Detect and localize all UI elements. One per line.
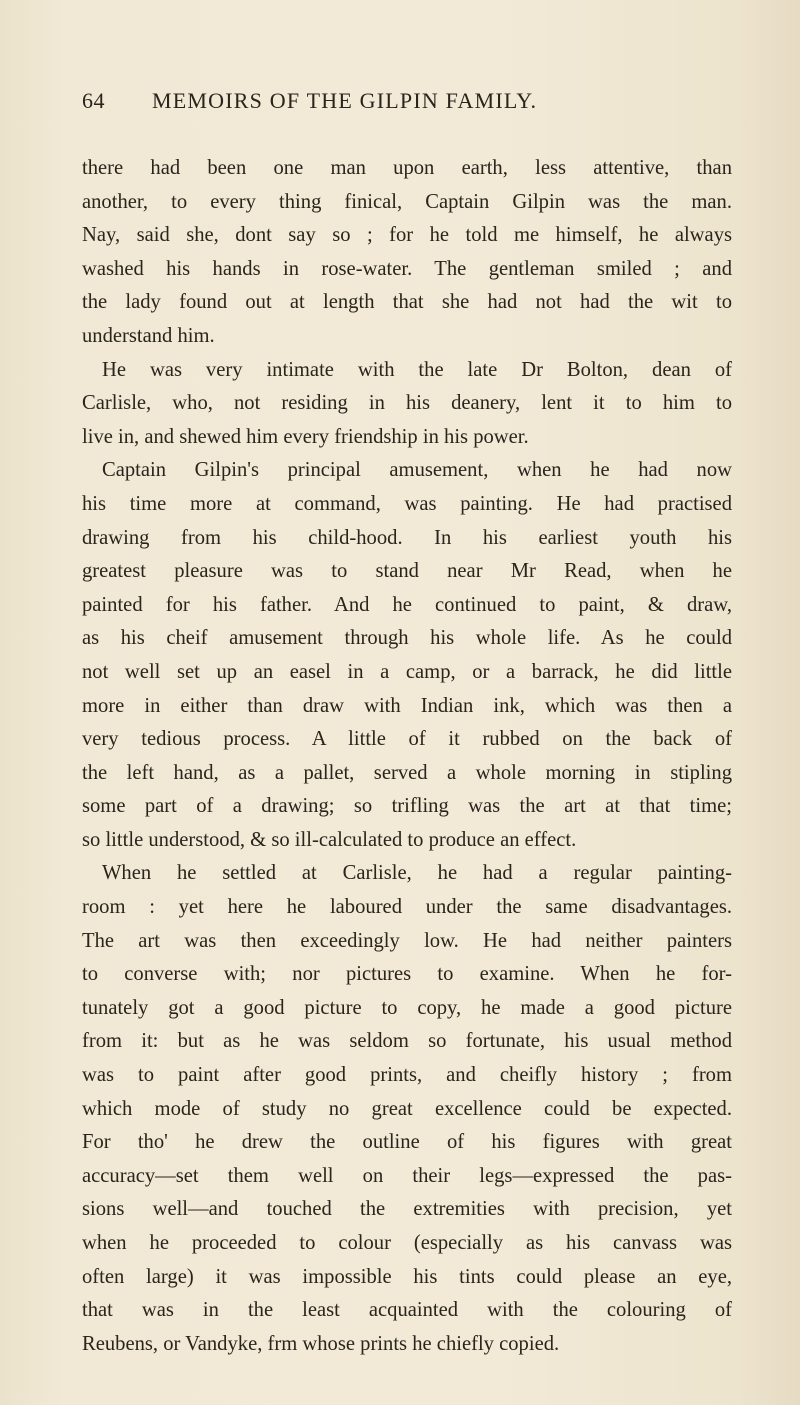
text-line: understand him.	[82, 324, 215, 347]
page-number: 64	[82, 88, 105, 113]
text-line: painted for his father. And he continued to paint, & draw,	[82, 593, 732, 616]
text-line: very tedious process. A little of it rubbed on the back of	[82, 728, 732, 751]
text-line: the lady found out at length that she had not had the wit to	[82, 291, 732, 314]
text-line: to converse with; nor pictures to examine. When he for-	[82, 963, 732, 986]
text-line: greatest pleasure was to stand near Mr Read, when he	[82, 560, 732, 583]
text-line: there had been one man upon earth, less attentive, than	[82, 157, 732, 179]
text-line: The art was then exceedingly low. He had neither painters	[82, 929, 732, 952]
body-text	[82, 152, 732, 1361]
text-line: Carlisle, who, not residing in his deanery, lent it to him to	[82, 392, 732, 415]
text-line: Nay, said she, dont say so ; for he told me himself, he always	[82, 224, 732, 247]
text-line: more in either than draw with Indian ink, which was then a	[82, 694, 732, 717]
text-line: tunately got a good picture to copy, he made a good picture	[82, 996, 732, 1019]
text-line: accuracy—set them well on their legs—expressed the pas-	[82, 1164, 732, 1187]
text-line: from it: but as he was seldom so fortunate, his usual method	[82, 1030, 732, 1053]
text-line: which mode of study no great excellence could be expected.	[82, 1097, 732, 1120]
text-line: room : yet here he laboured under the same disadvantages.	[82, 896, 732, 919]
text-line: his time more at command, was painting. He had practised	[82, 492, 732, 515]
text-line: often large) it was impossible his tints could please an eye,	[82, 1265, 732, 1288]
page-header	[0, 88, 800, 118]
text-line: the left hand, as a pallet, served a whole morning in stipling	[82, 761, 732, 784]
text-line: so little understood, & so ill-calculated to produce an effect.	[82, 828, 577, 851]
text-line: when he proceeded to colour (especially as his canvass was	[82, 1232, 732, 1254]
text-line: Captain Gilpin's principal amusement, when he had now	[102, 459, 732, 482]
text-line: not well set up an easel in a camp, or a barrack, he did little	[82, 660, 732, 683]
text-line: He was very intimate with the late Dr Bolton, dean of	[102, 358, 732, 381]
text-line: For tho' he drew the outline of his figures with great	[82, 1131, 732, 1154]
text-line: Reubens, or Vandyke, frm whose prints he chiefly copied.	[82, 1332, 560, 1355]
text-line: was to paint after good prints, and cheifly history ; from	[82, 1064, 732, 1087]
text-line: that was in the least acquainted with the colouring of	[82, 1299, 732, 1322]
text-line: live in, and shewed him every friendship in his power.	[82, 425, 529, 448]
text-line: When he settled at Carlisle, he had a regular painting-	[102, 862, 732, 885]
text-line: some part of a drawing; so trifling was the art at that time;	[82, 795, 732, 818]
text-line: as his cheif amusement through his whole life. As he could	[82, 627, 732, 650]
text-line: drawing from his child-hood. In his earliest youth his	[82, 526, 732, 549]
text-line: washed his hands in rose-water. The gentleman smiled ; and	[82, 257, 732, 280]
text-line: another, to every thing finical, Captain Gilpin was the man.	[82, 190, 732, 213]
text-line: sions well—and touched the extremities with precision, yet	[82, 1198, 732, 1221]
running-head: MEMOIRS OF THE GILPIN FAMILY.	[152, 88, 538, 113]
